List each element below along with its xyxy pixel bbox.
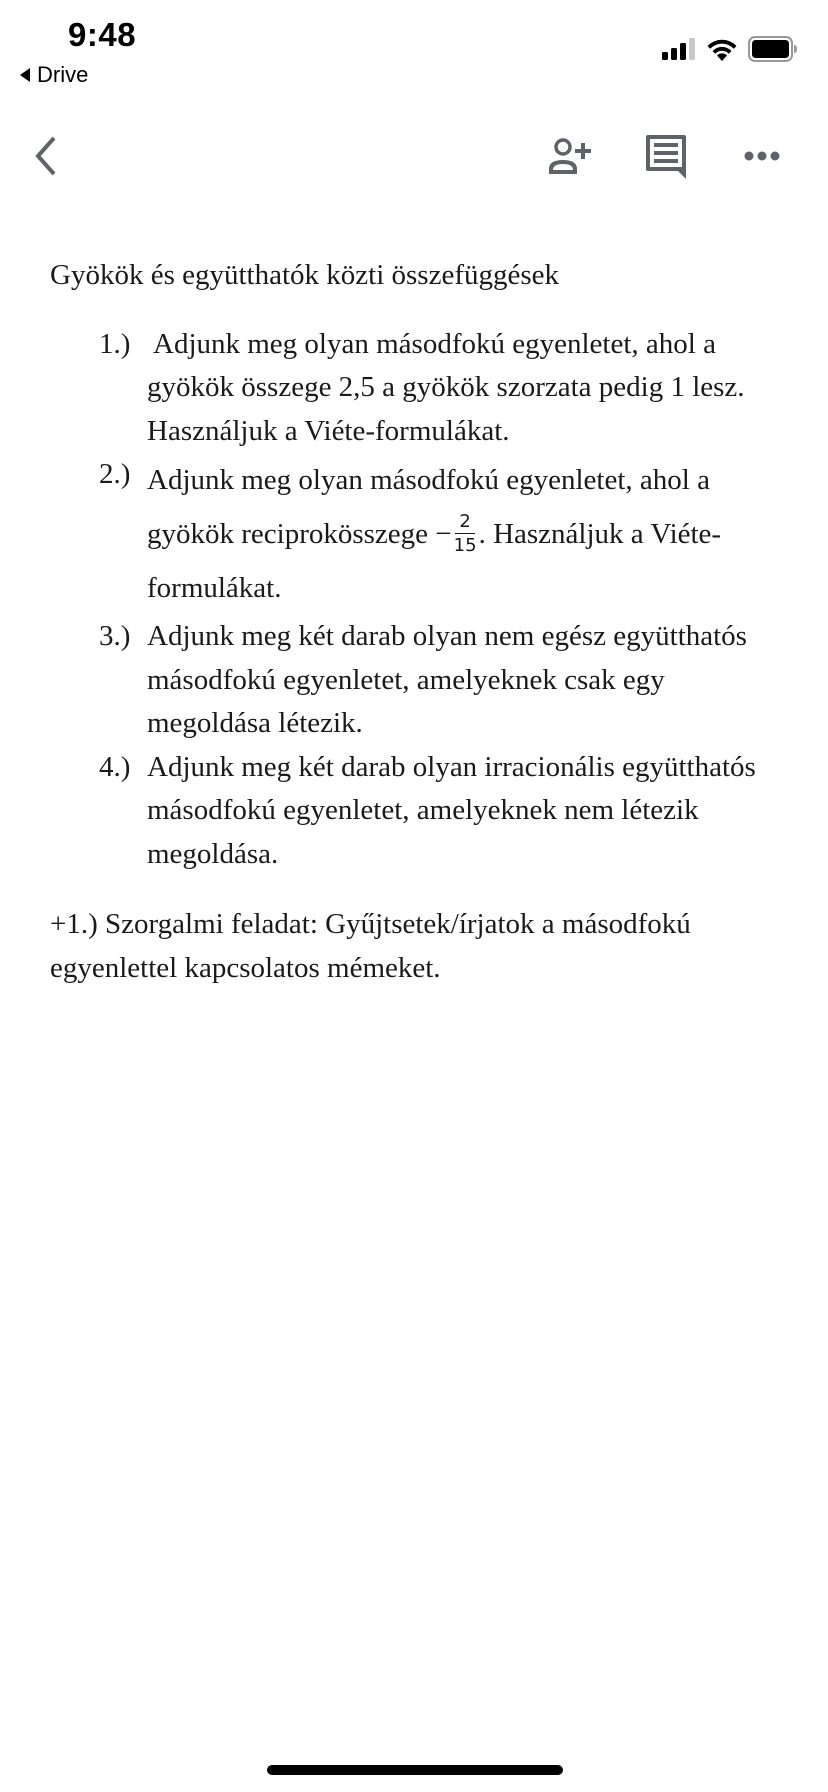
- list-item-text-after: . Használjuk a Viéte-formulákat.: [147, 518, 722, 604]
- list-item-text-before: Adjunk meg olyan másodfokú egyenletet, ahol a gyökök reciprokösszege −: [147, 464, 710, 550]
- list-item-text: Adjunk meg két darab olyan nem egész együtthatós másodfokú egyenletet, amelyeknek csak egy megoldása létezik.: [147, 620, 747, 739]
- fraction-numerator: 2: [455, 512, 474, 534]
- back-triangle-icon: [20, 68, 30, 82]
- list-item: [50, 453, 790, 615]
- fraction-denominator: 15: [453, 535, 477, 557]
- back-to-drive-link[interactable]: [20, 62, 88, 88]
- battery-icon: [748, 36, 798, 62]
- status-icons: [662, 36, 798, 62]
- list-item-number: 1.): [99, 327, 131, 360]
- comment-icon: [644, 133, 688, 179]
- comments-button[interactable]: [618, 132, 714, 180]
- more-options-button[interactable]: [714, 132, 810, 180]
- list-item: [50, 746, 790, 877]
- toolbar-actions: [522, 132, 810, 180]
- list-item-number: 2.): [99, 458, 131, 490]
- status-time: 9:48: [68, 16, 137, 53]
- extra-task: +1.) Szorgalmi feladat: Gyűjtsetek/írjatok a másodfokú egyenlettel kapcsolatos mémeket.: [50, 908, 691, 984]
- document-title: Gyökök és együtthatók közti összefüggések: [50, 259, 560, 291]
- list-item-text: Adjunk meg két darab olyan irracionális együtthatós másodfokú egyenletet, amelyeknek nem létezik megoldása.: [147, 750, 756, 870]
- document-body: [50, 254, 790, 1019]
- cellular-signal-icon: [662, 38, 696, 60]
- list-item: [50, 615, 790, 746]
- list-item-text: Adjunk meg olyan másodfokú egyenletet, ahol a gyökök összege 2,5 a gyökök szorzata pedig 1 lesz. Használjuk a Viéte-formulákat.: [147, 327, 745, 447]
- list-item-number: 4.): [99, 750, 131, 783]
- more-horizontal-icon: [744, 150, 780, 162]
- back-app-label: Drive: [37, 62, 89, 87]
- person-add-icon: [547, 136, 593, 176]
- list-item: [50, 323, 790, 454]
- wifi-icon: [706, 37, 738, 61]
- list-item-number: 3.): [99, 620, 131, 652]
- add-person-button[interactable]: [522, 132, 618, 180]
- back-button[interactable]: [30, 132, 70, 180]
- list-item-text: [147, 453, 790, 615]
- chevron-left-icon: [30, 132, 70, 180]
- task-list: [50, 323, 790, 877]
- fraction: [454, 512, 477, 556]
- home-indicator[interactable]: [267, 1765, 563, 1775]
